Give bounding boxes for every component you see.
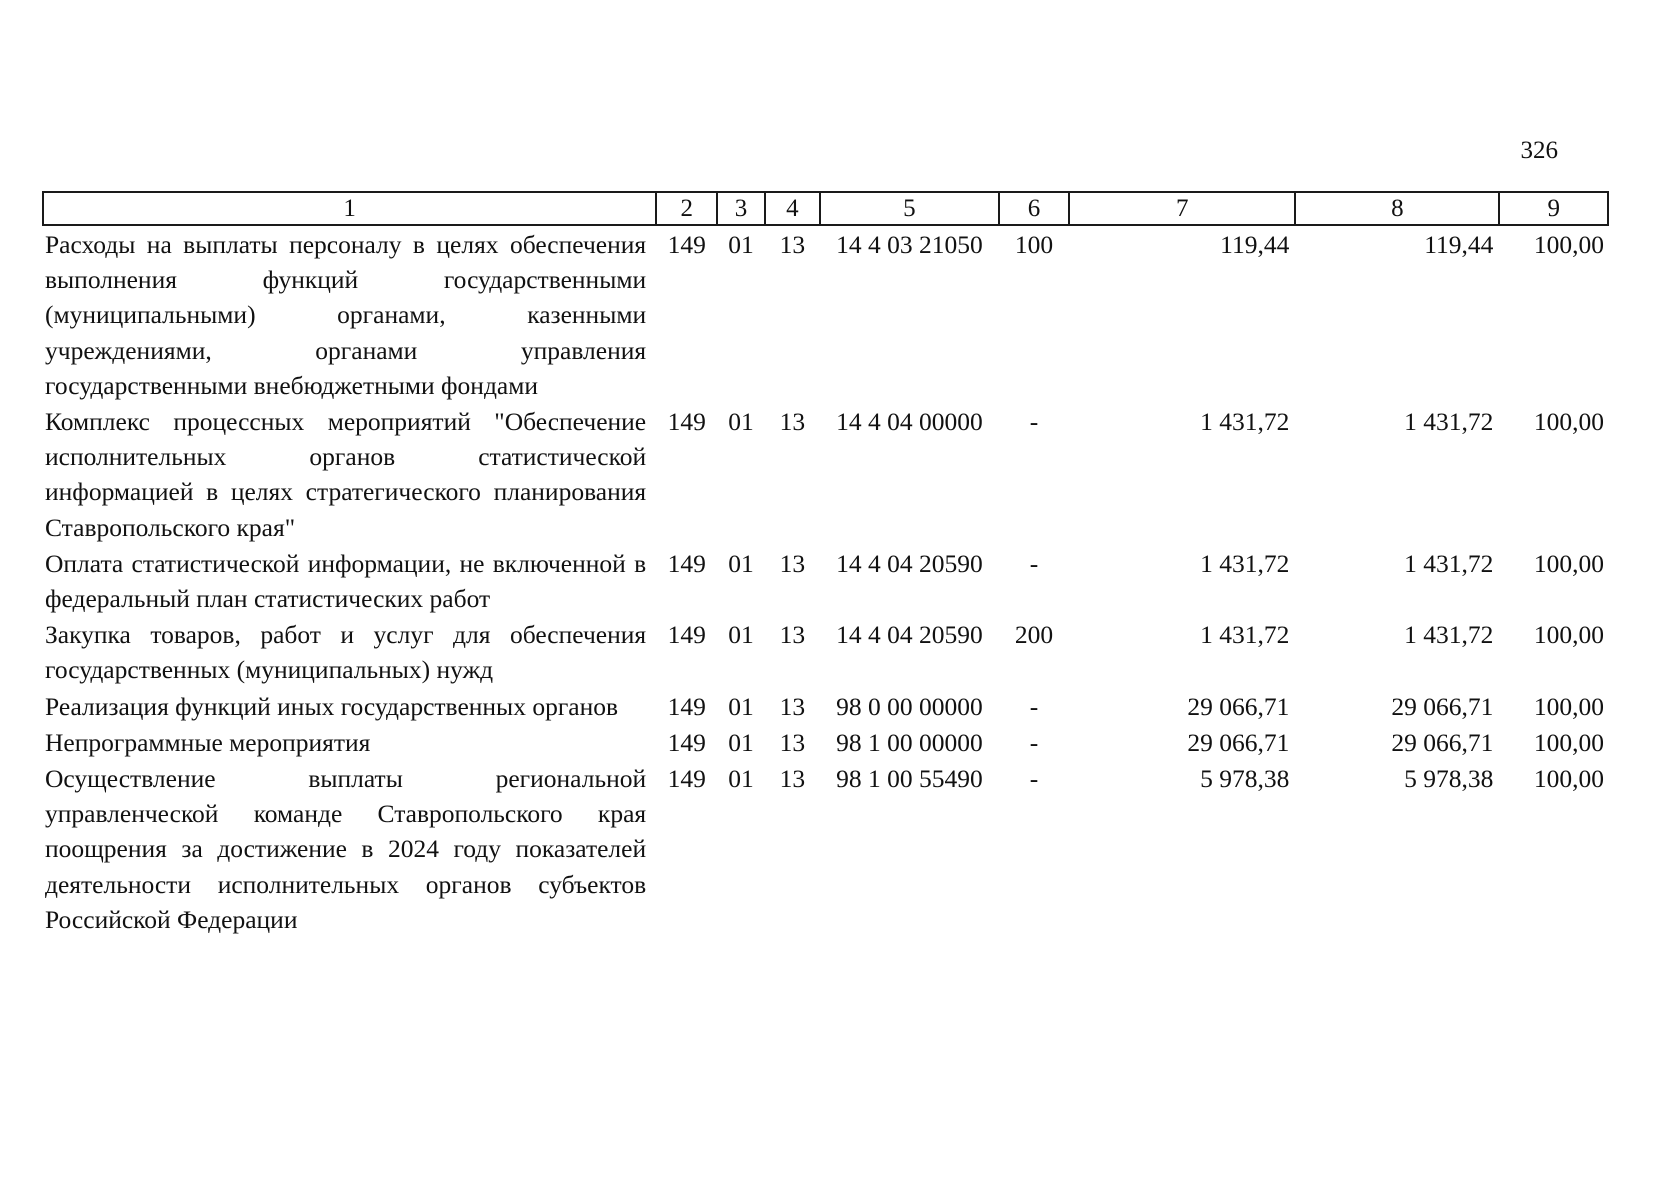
header-col-8: 8 (1295, 192, 1499, 225)
row-amount-col8: 29 066,71 (1391, 727, 1494, 757)
row-amount-col8: 1 431,72 (1404, 548, 1494, 578)
table-row (43, 225, 1608, 403)
row-description: Осуществление выплаты региональной управленческой команде Ставропольского края поощрения за достижение в 2024 году показателей деятельности исполнительных органов субъектов Российской Федерации (45, 764, 647, 934)
row-subsection: 13 (779, 230, 806, 259)
row-amount-col8: 119,44 (1424, 230, 1494, 259)
row-admin-code: 149 (667, 230, 706, 259)
row-admin-code: 149 (667, 691, 706, 721)
row-description: Непрограммные мероприятия (45, 727, 371, 757)
row-amount-col8: 5 978,38 (1404, 764, 1494, 794)
row-target-article: 14 4 03 21050 (836, 230, 983, 259)
row-percent: 100,00 (1533, 548, 1604, 578)
row-expense-type: - (1029, 691, 1039, 721)
header-col-7: 7 (1069, 192, 1295, 225)
row-target-article: 98 1 00 55490 (836, 764, 983, 794)
table-row (43, 760, 1608, 937)
row-admin-code: 149 (667, 764, 706, 794)
table-row (43, 403, 1608, 545)
row-section: 01 (728, 764, 754, 794)
page-number: 326 (1520, 137, 1558, 164)
row-target-article: 14 4 04 00000 (836, 407, 983, 437)
row-section: 01 (728, 230, 754, 259)
row-amount-col7: 5 978,38 (1200, 764, 1290, 794)
row-admin-code: 149 (667, 727, 706, 757)
row-subsection: 13 (779, 727, 806, 757)
table-body (43, 225, 1608, 937)
row-description: Реализация функций иных государственных органов (45, 691, 619, 721)
row-subsection: 13 (779, 620, 806, 650)
table-row (43, 545, 1608, 616)
row-section: 01 (728, 548, 754, 578)
row-expense-type: - (1029, 727, 1039, 757)
header-col-6: 6 (999, 192, 1069, 225)
row-target-article: 98 0 00 00000 (836, 691, 983, 721)
row-expense-type: - (1029, 548, 1039, 578)
row-percent: 100,00 (1533, 230, 1604, 259)
row-target-article: 14 4 04 20590 (836, 620, 983, 650)
row-amount-col7: 29 066,71 (1187, 691, 1290, 721)
row-percent: 100,00 (1533, 727, 1604, 757)
row-amount-col7: 119,44 (1220, 230, 1290, 259)
row-expense-type: 100 (1014, 230, 1054, 259)
table-row (43, 616, 1608, 687)
table-header (43, 192, 1608, 225)
header-col-1: 1 (43, 192, 656, 225)
row-percent: 100,00 (1533, 691, 1604, 721)
row-subsection: 13 (779, 407, 806, 437)
table-row (43, 724, 1608, 760)
row-target-article: 14 4 04 20590 (836, 548, 983, 578)
row-target-article: 98 1 00 00000 (836, 727, 983, 757)
row-admin-code: 149 (667, 620, 706, 650)
row-amount-col8: 1 431,72 (1404, 407, 1494, 437)
row-section: 01 (728, 727, 754, 757)
row-description: Комплекс процессных мероприятий "Обеспечение исполнительных органов статистической информацией в целях стратегического планирования Ставропольского края" (45, 407, 647, 542)
row-description: Оплата статистической информации, не включенной в федеральный план статистических работ (45, 548, 647, 614)
row-amount-col7: 1 431,72 (1200, 407, 1290, 437)
header-col-5: 5 (820, 192, 999, 225)
header-col-3: 3 (717, 192, 764, 225)
row-amount-col7: 1 431,72 (1200, 620, 1290, 650)
row-amount-col8: 1 431,72 (1404, 620, 1494, 650)
header-col-2: 2 (656, 192, 717, 225)
header-row (43, 192, 1608, 225)
row-description: Расходы на выплаты персоналу в целях обеспечения выполнения функций государственными (муниципальными) органами, казенными учреждениями, органами управления государственными внебюджетными фондами (45, 230, 647, 400)
row-expense-type: - (1029, 764, 1039, 794)
row-section: 01 (728, 407, 754, 437)
row-amount-col7: 29 066,71 (1187, 727, 1290, 757)
budget-table (42, 191, 1609, 937)
row-admin-code: 149 (667, 548, 706, 578)
row-description: Закупка товаров, работ и услуг для обеспечения государственных (муниципальных) нужд (45, 620, 647, 685)
row-subsection: 13 (779, 548, 806, 578)
row-admin-code: 149 (667, 407, 706, 437)
row-percent: 100,00 (1533, 407, 1604, 437)
row-subsection: 13 (779, 691, 806, 721)
row-subsection: 13 (779, 764, 806, 794)
row-amount-col7: 1 431,72 (1200, 548, 1290, 578)
row-expense-type: 200 (1014, 620, 1054, 650)
header-col-4: 4 (765, 192, 820, 225)
header-col-9: 9 (1499, 192, 1608, 225)
row-section: 01 (728, 620, 754, 650)
row-section: 01 (728, 691, 754, 721)
row-expense-type: - (1029, 407, 1039, 437)
row-amount-col8: 29 066,71 (1391, 691, 1494, 721)
table-row (43, 688, 1608, 724)
row-percent: 100,00 (1533, 620, 1604, 650)
row-percent: 100,00 (1533, 764, 1604, 794)
